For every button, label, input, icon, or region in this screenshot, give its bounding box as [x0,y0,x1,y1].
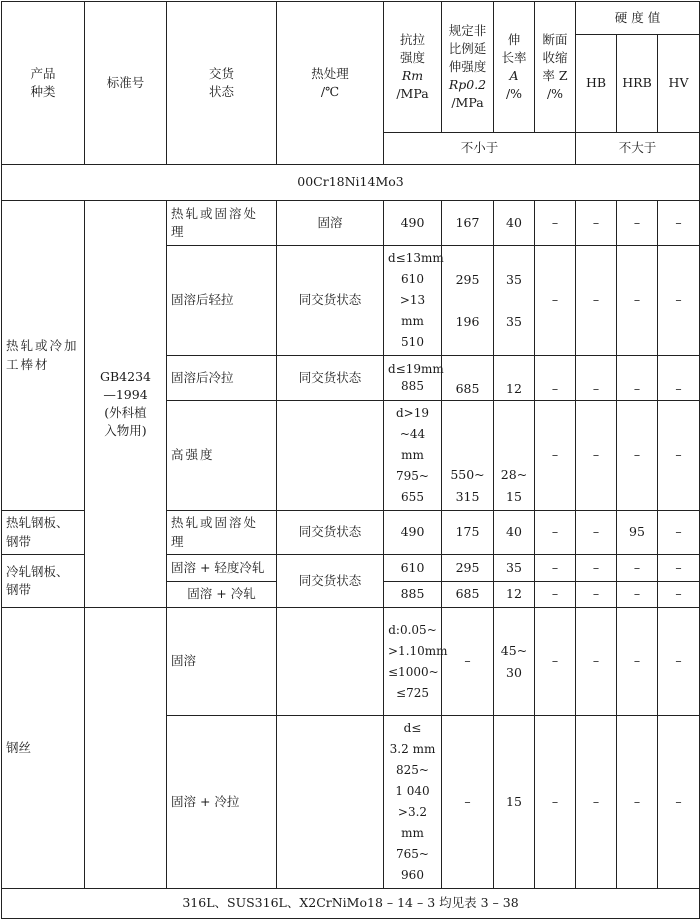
row-2-z: – [535,356,576,401]
row-8-a: 15 [494,716,535,889]
row-5-delivery: 固溶 + 轻度冷轧 [167,555,277,582]
row-3-hv: – [658,401,700,511]
row-1-heat: 同交货状态 [277,246,384,356]
row-7-rm: d:0.05~ >1.10mm ≤1000~ ≤725 [384,608,442,716]
row-1-hv: – [658,246,700,356]
row-3-rp: 550~ 315 [442,401,494,511]
row-6-hv: – [658,582,700,608]
row-8-rm: d≤ 3.2 mm 825~ 1 040 >3.2 mm 765~ 960 [384,716,442,889]
group-wire: 钢丝 [2,608,85,889]
row-3-rm: d>19 ~44 mm 795~ 655 [384,401,442,511]
row-1-z: – [535,246,576,356]
row-8-hb: – [576,716,617,889]
row-6-hrb: – [617,582,658,608]
row-8-delivery: 固溶 + 冷拉 [167,716,277,889]
row-0-z: – [535,201,576,246]
row-4-delivery: 热轧或固溶处理 [167,511,277,555]
row-2-delivery: 固溶后冷拉 [167,356,277,401]
header-hv: HV [658,35,700,133]
row-0-a: 40 [494,201,535,246]
row-5-z: – [535,555,576,582]
row-4-hb: – [576,511,617,555]
row-4-rm: 490 [384,511,442,555]
row-7-hb: – [576,608,617,716]
row-6-z: – [535,582,576,608]
row-2-rm: d≤19mm 885 [384,356,442,401]
row-4-z: – [535,511,576,555]
header-not-more: 不大于 [576,133,700,165]
header-hrb: HRB [617,35,658,133]
row-7-hv: – [658,608,700,716]
row-4-a: 40 [494,511,535,555]
row-1-rm: d≤13mm 610 >13 mm 510 [384,246,442,356]
standard-blank [85,608,167,716]
row-2-heat: 同交货状态 [277,356,384,401]
header-standard: 标准号 [85,2,167,165]
row-4-hv: – [658,511,700,555]
row-7-z: – [535,608,576,716]
row-5-rm: 610 [384,555,442,582]
header-yield-strength: 规定非 比例延 伸强度 Rp0.2 /MPa [442,2,494,133]
row-5-heat: 同交货状态 [277,555,384,608]
group-bar: 热轧或冷加工棒材 [2,201,85,511]
row-5-rp: 295 [442,555,494,582]
standard-value: GB4234 —1994 (外科植 入物用) [85,201,167,608]
row-2-a: 12 [494,356,535,401]
row-8-hv: – [658,716,700,889]
row-6-rp: 685 [442,582,494,608]
row-5-hv: – [658,555,700,582]
row-4-heat: 同交货状态 [277,511,384,555]
row-0-hb: – [576,201,617,246]
row-0-heat: 固溶 [277,201,384,246]
row-0-rm: 490 [384,201,442,246]
row-1-rp: 295 196 [442,246,494,356]
row-3-delivery: 高强度 [167,401,277,511]
group-sheet-cold: 冷轧钢板、钢带 [2,555,85,608]
group-sheet-hot: 热轧钢板、钢带 [2,511,85,555]
row-2-rp: 685 [442,356,494,401]
row-2-hrb: – [617,356,658,401]
row-4-hrb: 95 [617,511,658,555]
row-7-delivery: 固溶 [167,608,277,716]
standard-blank-2 [85,716,167,889]
header-not-less: 不小于 [384,133,576,165]
row-1-hrb: – [617,246,658,356]
row-7-rp: – [442,608,494,716]
row-7-a: 45~ 30 [494,608,535,716]
row-1-hb: – [576,246,617,356]
header-delivery-state: 交货 状态 [167,2,277,165]
row-7-heat [277,608,384,716]
material-properties-table [1,1,700,919]
row-2-hv: – [658,356,700,401]
row-8-z: – [535,716,576,889]
footer-note: 316L、SUS316L、X2CrNiMo18 – 14 – 3 均见表 3 – 38 [2,889,700,919]
header-product-type: 产品 种类 [2,2,85,165]
row-0-delivery: 热轧或固溶处理 [167,201,277,246]
header-hb: HB [576,35,617,133]
header-reduction: 断面 收缩 率 Z /% [535,2,576,133]
row-1-delivery: 固溶后轻拉 [167,246,277,356]
row-0-hv: – [658,201,700,246]
row-1-a: 35 35 [494,246,535,356]
row-6-a: 12 [494,582,535,608]
row-3-hb: – [576,401,617,511]
header-elongation: 伸 长率 A /% [494,2,535,133]
row-6-delivery: 固溶 + 冷轧 [167,582,277,608]
row-8-hrb: – [617,716,658,889]
row-6-rm: 885 [384,582,442,608]
row-3-hrb: – [617,401,658,511]
row-5-a: 35 [494,555,535,582]
header-hardness: 硬 度 值 [576,2,700,35]
row-2-hb: – [576,356,617,401]
row-0-hrb: – [617,201,658,246]
row-3-a: 28~ 15 [494,401,535,511]
grade-title: 00Cr18Ni14Mo3 [2,165,700,201]
row-5-hb: – [576,555,617,582]
row-7-hrb: – [617,608,658,716]
row-6-hb: – [576,582,617,608]
row-5-hrb: – [617,555,658,582]
row-4-rp: 175 [442,511,494,555]
row-0-rp: 167 [442,201,494,246]
row-3-z: – [535,401,576,511]
header-tensile-strength: 抗拉 强度 Rm /MPa [384,2,442,133]
header-heat-treatment: 热处理 /℃ [277,2,384,165]
row-8-rp: – [442,716,494,889]
row-8-heat [277,716,384,889]
row-3-heat [277,401,384,511]
